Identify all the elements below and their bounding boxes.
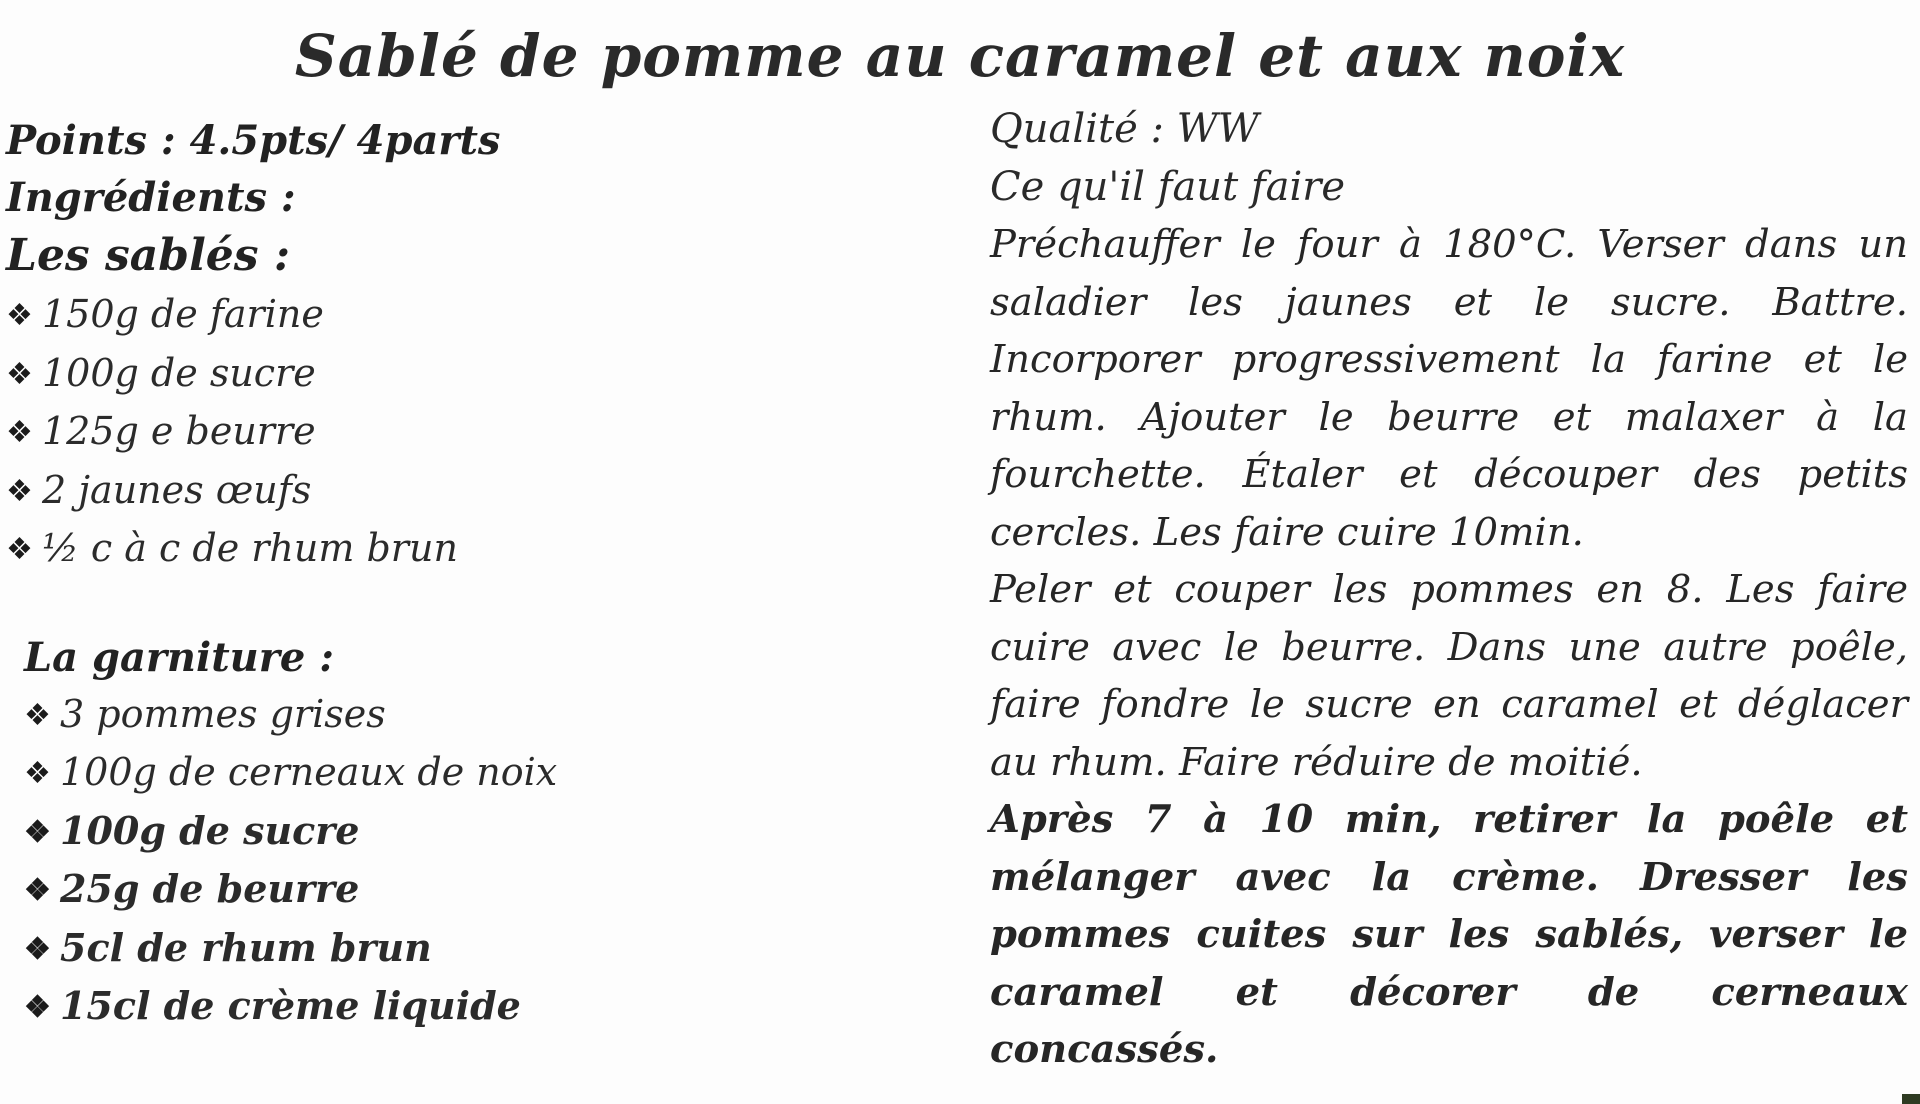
ingredient-item: [6, 686, 966, 745]
diamond-bullet-icon: ❖: [24, 814, 51, 850]
ingredient-item: [6, 286, 966, 345]
diamond-bullet-icon: ❖: [6, 415, 33, 450]
diamond-bullet-icon: ❖: [6, 532, 33, 567]
ingredient-item: [6, 462, 966, 521]
ingredient-item: [6, 861, 966, 920]
diamond-bullet-icon: ❖: [6, 298, 33, 333]
ingredient-item: [6, 978, 966, 1037]
ingredient-item: [6, 803, 966, 862]
ingredient-text: 125g e beurre: [42, 409, 316, 453]
recipe-title: Sablé de pomme au caramel et aux noix: [294, 22, 1626, 90]
instruction-paragraph: Peler et couper les pommes en 8. Les faire cuire avec le beurre. Dans une autre poêle, faire fondre le sucre en caramel et déglacer au rhum. Faire réduire de moitié.: [990, 567, 1908, 785]
steps-heading: Ce qu'il faut faire: [990, 164, 1346, 210]
ingredient-item: [6, 520, 966, 579]
points-line: Points : 4.5pts/ 4parts: [6, 117, 501, 164]
ingredients-heading: Ingrédients :: [6, 174, 296, 221]
ingredient-item: [6, 403, 966, 462]
ingredient-text: 3 pommes grises: [60, 691, 386, 736]
diamond-bullet-icon: ❖: [6, 473, 33, 509]
ingredient-item: [6, 345, 966, 404]
garniture-heading: La garniture :: [24, 633, 334, 681]
scan-edge-mark: [1902, 1094, 1920, 1104]
sables-heading: Les sablés :: [6, 230, 291, 281]
ingredient-text: 150g de farine: [42, 292, 324, 336]
diamond-bullet-icon: ❖: [6, 356, 33, 392]
ingredient-text: 5cl de rhum brun: [60, 924, 432, 970]
ingredient-text: 25g de beurre: [60, 866, 360, 911]
diamond-bullet-icon: ❖: [24, 931, 51, 967]
ingredient-item: [6, 920, 966, 979]
ingredient-text: 100g de sucre: [60, 807, 360, 853]
quality-line: Qualité : WW: [990, 106, 1259, 152]
ingredient-item: [6, 744, 966, 803]
diamond-bullet-icon: ❖: [24, 697, 51, 733]
section-spacer: [6, 579, 966, 629]
ingredient-text: ½ c à c de rhum brun: [42, 526, 458, 570]
diamond-bullet-icon: ❖: [24, 756, 51, 791]
instructions-column: [990, 100, 1908, 1079]
ingredients-column: [6, 112, 966, 1037]
instruction-paragraph: Après 7 à 10 min, retirer la poêle et mélanger avec la crème. Dresser les pommes cuites sur les sablés, verser le caramel et décorer de cerneaux concassés.: [990, 797, 1908, 1072]
ingredient-text: 100g de cerneaux de noix: [60, 750, 558, 794]
instruction-paragraph: Préchauffer le four à 180°C. Verser dans un saladier les jaunes et le sucre. Battre. Incorporer progressivement la farine et le rhum. Ajouter le beurre et malaxer à la fourchette. Étaler et découper des petits cercles. Les faire cuire 10min.: [990, 222, 1908, 555]
ingredient-text: 15cl de crème liquide: [60, 983, 521, 1028]
diamond-bullet-icon: ❖: [24, 990, 51, 1025]
diamond-bullet-icon: ❖: [24, 873, 51, 908]
ingredient-text: 2 jaunes œufs: [42, 467, 312, 512]
ingredient-text: 100g de sucre: [42, 350, 316, 395]
